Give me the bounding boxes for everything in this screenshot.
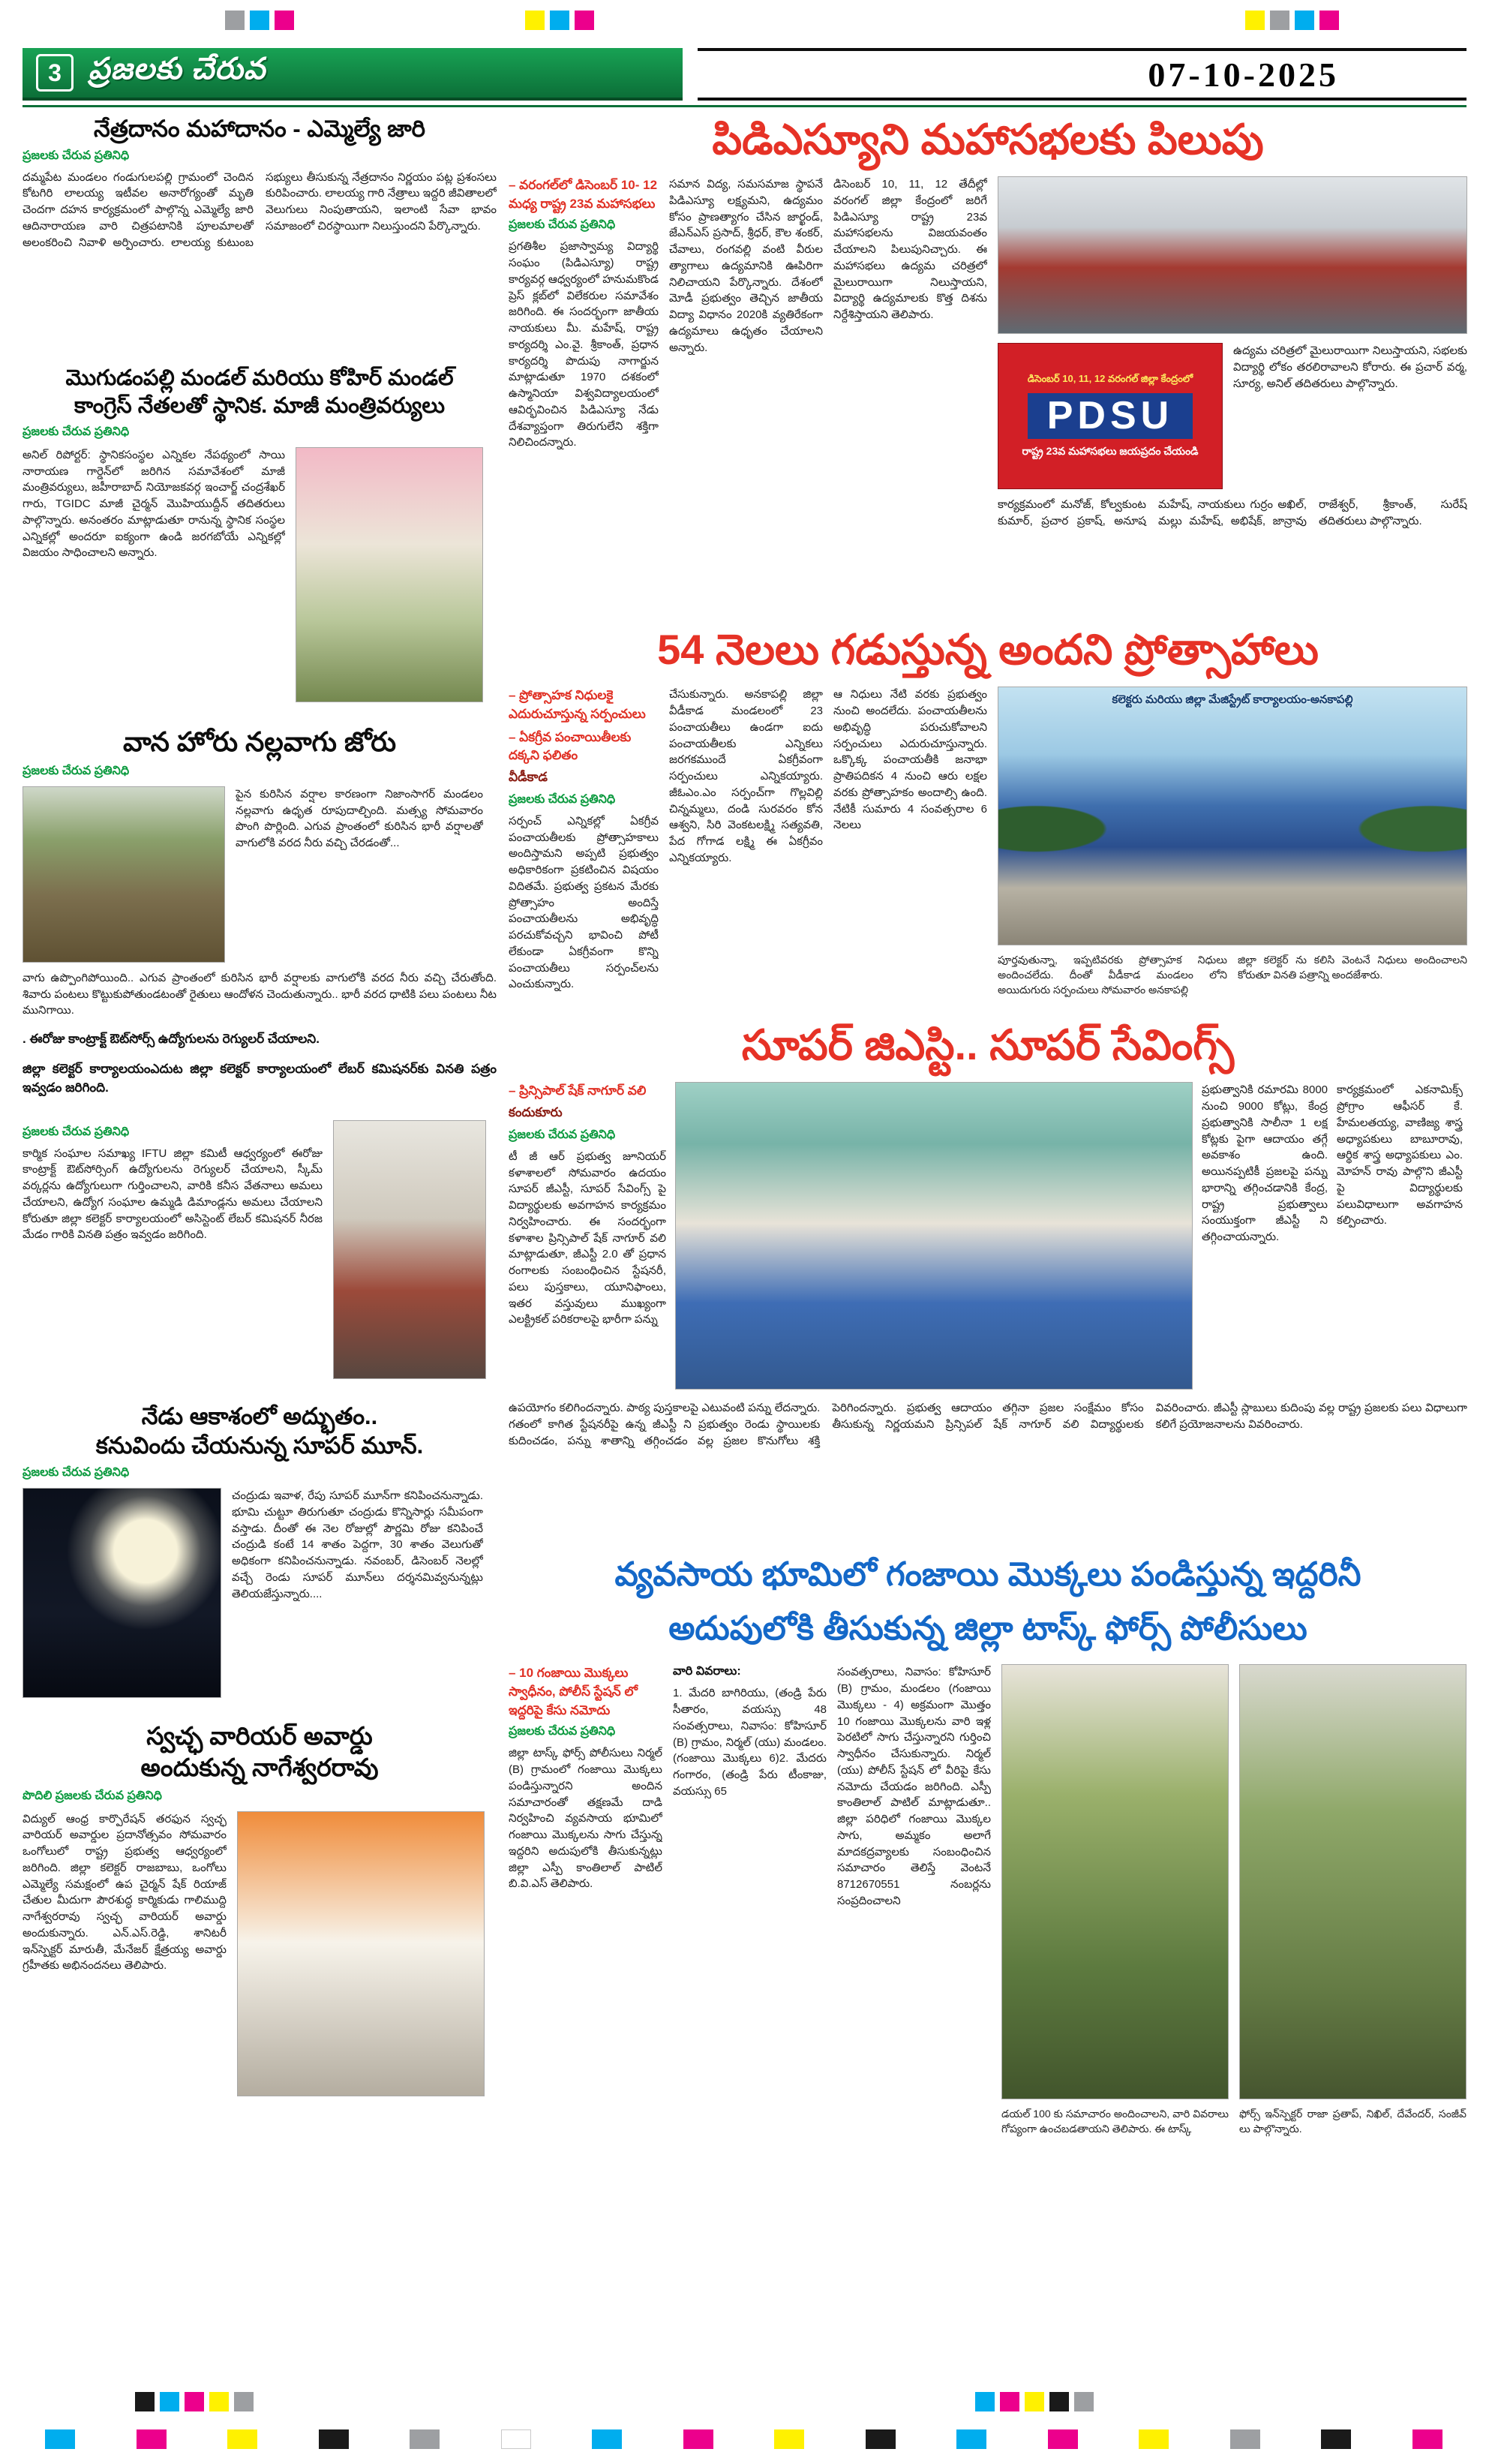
headline-line2: కాంగ్రెస్ నేతలతో స్థానిక. మాజీ మంత్రివర్యులు: [74, 393, 446, 418]
registration-mark: [525, 11, 545, 30]
article-pdsu-mahasabha: [509, 114, 1467, 602]
registration-mark: [1074, 2392, 1094, 2411]
byline: ప్రజలకు చేరువ ప్రతినిధి: [509, 792, 616, 806]
article-body: టీ జీ ఆర్ ప్రభుత్వ జూనియర్ కళాశాలలో సోమవారం ఉదయం సూపర్ జీఎస్టీ, సూపర్ సేవింగ్స్ పై విద్యార్థులకు అవగాహన కార్యక్రమం నిర్వహించారు. ఈ సందర్భంగా కళాశాల ప్రిన్సిపాల్ షేక్ నాగూర్ వలి మాట్లాడుతూ, జీఎస్టీ 2.0 తో ప్రధాన రంగాలకు సంబంధించిన స్టేషనరీ, పలు పుస్తకాలు, యూనిఫాంలు, ఇతర వస్తువులు ముఖ్యంగా ఎలక్ట్రికల్ పరికరాలపై భారీగా పన్ను: [509, 1149, 666, 1327]
pdsu-column-1: [509, 176, 659, 602]
registration-marks-bottom-left: [135, 2392, 259, 2411]
registration-marks-top-left: [225, 11, 299, 30]
registration-mark: [410, 2429, 440, 2449]
right-column: [509, 114, 1467, 2417]
ganja-column-1: [509, 1664, 662, 2136]
headline: సూపర్ జిఎస్టి.. సూపర్ సేవింగ్స్: [741, 1021, 1235, 1069]
headline: నేత్రదానం మహాదానం - ఎమ్మెల్యే జారి: [93, 116, 426, 142]
registration-mark: [501, 2429, 531, 2449]
article-body: సర్పంచ్ ఎన్నికల్లో ఏకగ్రీవ పంచాయతీలకు ప్రోత్సాహకాలు అందిస్తామని అప్పటి ప్రభుత్వం అధికారికంగా ప్రకటించిన విషయం విదితమే. ప్రభుత్వ ప్రకటన మేరకు ప్రోత్సాహం అందిస్తే పంచాయతీలను అభివృద్ధి పరచుకోవచ్చని భావించి పోటీ లేకుండా ఏకగ్రీవంగా కొన్ని పంచాయతీలు సర్పంచ్‌లను ఎంచుకున్నారు.: [509, 814, 659, 991]
article-body: విద్యుల్ ఆంధ్ర కార్పొరేషన్ తరఫున స్వచ్ఛ వారియర్ అవార్డుల ప్రదానోత్సవం సోమవారం ఒంగోలులో రాష్ట్ర ప్రభుత్వ ఆధ్వర్యంలో జరిగింది. జిల్లా కలెక్టర్ రాజబాబు, ఒంగోలు ఎమ్మెల్యే సమక్షంలో ఉప చైర్మన్ షేక్ రియాజ్ చేతుల మీదుగా పౌరశుద్ధ కార్మికుడు గాలిముద్ది నాగేశ్వరరావు స్వచ్ఛ వారియర్ అవార్డు అందుకున్నారు. ఎన్.ఎస్.రెడ్డి, శానిటరీ ఇన్‌స్పెక్టర్ మారుతీ, మేనేజర్ క్షేత్రయ్య అవార్డు గ్రహీతకు అభినందనలు తెలిపారు.: [23, 1812, 227, 1973]
registration-mark: [1412, 2429, 1442, 2449]
headline: పిడిఎస్యూని మహాసభలకు పిలుపు: [712, 116, 1264, 163]
gst-bottom-text: ఉపయోగం కలిగిందన్నారు. పాఠ్య పుస్తకాలపై ఎటువంటి పన్ను లేదన్నారు. గతంలో కాగిత స్టేషనరీపై ఉన్న జీఎస్టీ ని ప్రభుత్వం రెండు స్థాయిలకు కుదించడం, పన్ను శాతాన్ని తగ్గించడం వల్ల ప్రజల కొనుగోలు శక్తి పెరిగిందన్నారు. ప్రభుత్వ ఆదాయం తగ్గినా ప్రజల సంక్షేమం కోసం తీసుకున్న నిర్ణయమని ప్రిన్సిపల్ షేక్ నాగూర్ వలి విద్యార్థులకు వివరించారు. జీఎస్టీ స్లాబులు కుదింపు వల్ల రాష్ట్ర ప్రజలకు పలు విధాలుగా కలిగే ప్రయోజనాలను వివరించారు.: [509, 1402, 1467, 1447]
edition-date: 07-10-2025: [1148, 55, 1339, 94]
headline-line2: అదుపులోకి తీసుకున్న జిల్లా టాస్క్ ఫోర్స్ పోలీసులు: [668, 1610, 1307, 1648]
headline-line1: మొగుడంపల్లి మండల్ మరియు కోహిర్ మండల్: [65, 365, 454, 390]
byline: ప్రజలకు చేరువ ప్రతినిధి: [23, 425, 130, 438]
photo-caption-left: పూర్తవుతున్నా, ఇప్పటివరకు ప్రోత్సాహక నిధులు అందించలేదు. దీంతో వీడీకాడ మండలం లోని అయిదుగురు సర్పంచులు సోమవారం అనకాపల్లి: [998, 954, 1227, 996]
photo-flood-stream: [23, 786, 225, 963]
dateline: కందుకూరు: [509, 1104, 563, 1119]
gst-column-right-2: కార్యక్రమంలో ఎకనామిక్స్ ప్రోగ్రాం ఆఫీసర్ కే. హేమలతయ్య, వాణిజ్య శాస్త్ర అధ్యాపకులు బాబూరావు, ఆర్థిక శాస్త్ర అధ్యాపకులు ఎం. మోహన్ రావు పాల్గొని జీఎస్టీ పై విద్యార్థులకు పలువిధాలుగా అవగాహన కల్పించారు.: [1337, 1083, 1463, 1227]
photo-collectorate-office: [998, 687, 1467, 945]
photo-award-ceremony: [237, 1811, 485, 2096]
article-super-gst: [509, 1020, 1467, 1528]
registration-mark: [185, 2392, 204, 2411]
registration-mark: [592, 2429, 622, 2449]
masthead-date-box: [698, 48, 1466, 101]
registration-mark: [137, 2429, 167, 2449]
headline-line1: నేడు ఆకాశంలో అద్భుతం..: [141, 1402, 378, 1429]
registration-mark: [550, 11, 569, 30]
subhead: – ప్రిన్సిపాల్ షేక్ నాగూర్ వలి: [509, 1083, 647, 1098]
registration-mark: [866, 2429, 896, 2449]
registration-mark: [234, 2392, 254, 2411]
byline: పొదిలి ప్రజలకు చేరువ ప్రతినిధి: [23, 1789, 162, 1802]
article-body: ప్రగతిశీల ప్రజాస్వామ్య విద్యార్థి సంఘం (పిడిఎస్యూ) రాష్ట్ర కార్యవర్గ ఆధ్వర్యంలో హనుమకొండ ప్రెస్ క్లబ్‌లో విలేకరుల సమావేశం జరిగింది. ఈ సందర్భంగా జాతీయ నాయకులు మీ. మహేష్, రాష్ట్ర కార్యదర్శి ఎం.వై. శ్రీకాంత్, ప్రధాన కార్యదర్శి పొదుపు నాగార్జున మాట్లాడుతూ 1970 దశకంలో ఉస్మానియా విశ్వవిద్యాలయంలో ఆవిర్భవించిన పిడిఎస్యూ నేడు దేశవ్యాప్తంగా తిరుగులేని శక్తిగా నిలిచిందన్నారు.: [509, 240, 659, 449]
article-eye-donation: [23, 114, 497, 342]
byline: ప్రజలకు చేరువ ప్రతినిధి: [23, 149, 130, 162]
photo-ganja-field: [1001, 1664, 1229, 2099]
photo-iftu-meeting: [333, 1120, 486, 1379]
registration-mark: [975, 2392, 995, 2411]
subhead-1: – ప్రోత్సాహక నిధులకై ఎదురుచూస్తున్న సర్పంచులు: [509, 688, 646, 722]
byline: ప్రజలకు చేరువ ప్రతినిధి: [509, 218, 616, 232]
registration-mark: [683, 2429, 713, 2449]
registration-mark: [1245, 11, 1265, 30]
subhead-2: – ఏకగ్రీవ పంచాయితీలకు దక్కని ఫలితం: [509, 729, 632, 763]
poster-bottom-line: రాష్ట్ర 23వ మహాసభలు జయప్రదం చేయండి: [1022, 444, 1199, 457]
registration-mark: [250, 11, 269, 30]
registration-marks-top-right: [1245, 11, 1344, 30]
registration-mark: [1025, 2392, 1044, 2411]
registration-mark: [1049, 2392, 1069, 2411]
registration-mark: [1048, 2429, 1078, 2449]
photo-caption-right: ఫోర్స్ ఇన్‌స్పెక్టర్ రాజా ప్రతాప్, నిఖిల్, దేవేందర్, సంజీవ్ లు పాల్గొన్నారు.: [1239, 2108, 1466, 2135]
incentives-column-2: చేసుకున్నారు. అనకాపల్లి జిల్లా వీడీకాడ మండలంలో 23 పంచాయతీలు ఉండగా ఐదు పంచాయతీలకు ఎన్నికలు జరగకముందే ఏకగ్రీవంగా సర్పంచులు ఎన్నికయ్యారు. జీఓఎం.ఎం సర్పంచ్‌గా గొల్లవిల్లి చిన్నమ్మలు, దండి సురవరం కోన ఆశ్వని, సిరి వెంకటలక్ష్మి సత్యవతి, పేద గోగాడ లక్ష్మి ఈ ఏకగ్రీవం ఎన్నికయ్యారు.: [669, 688, 823, 864]
subhead: – 10 గంజాయి మొక్కలు స్వాధీనం, పోలీస్ స్టేషన్ లో ఇద్దరిపై కేసు నమోదు: [509, 1666, 638, 1717]
gst-column-right-1: ప్రభుత్వానికి రమారమి 8000 నుంచి 9000 కోట్లు, కేంద్ర ప్రభుత్వానికి సాలీనా 1 లక్ష కోట్లకు పైగా ఆదాయం తగ్గే అవకాశం ఉంది. అయినప్పటికీ ప్రజలపై పన్ను భారాన్ని తగ్గించడానికి కేంద్ర, రాష్ట్ర ప్రభుత్వాలు సంయుక్తంగా జీఎస్టీ ని తగ్గించాయన్నారు.: [1202, 1083, 1328, 1244]
registration-marks-bottom-right: [975, 2392, 1099, 2411]
registration-mark: [225, 11, 245, 30]
headline-line1: స్వచ్ఛ వారియర్ అవార్డు: [146, 1722, 373, 1750]
registration-mark: [209, 2392, 229, 2411]
gst-column-1: [509, 1082, 666, 1390]
article-congress-leaders: [23, 365, 497, 702]
incentives-column-3: ఆ నిధులు నేటి వరకు ప్రభుత్వం నుంచి అందలేదు. పంచాయతీలను అభివృద్ధి పరుచుకోవాలని సర్పంచులు ఎదురుచూస్తున్నారు. ఒక్కొక్క పంచాయతీకి జనాభా ప్రాతిపదికన 4 నుంచి ఆరు లక్షల వరకు ప్రోత్సాహకం అందాల్సి ఉంది. నేటికీ సుమారు 4 సంవత్సరాల 6 నెలలు: [833, 688, 987, 832]
byline: ప్రజలకు చేరువ ప్రతినిధి: [23, 1466, 130, 1480]
photo-supermoon: [23, 1488, 221, 1698]
headline-line2: అందుకున్న నాగేశ్వరరావు: [140, 1753, 379, 1782]
headline: వాన హోరు నల్లవాగు జోరు: [122, 726, 397, 757]
photo-gst-classroom: [675, 1082, 1193, 1390]
registration-mark: [774, 2429, 804, 2449]
subhead: – వరంగల్‌లో డిసెంబర్ 10- 12 మధ్య రాష్ట్ర 23వ మహాసభలు: [509, 178, 658, 211]
headline: 54 నెలలు గడుస్తున్న అందని ప్రోత్సాహాలు: [657, 626, 1319, 674]
registration-mark: [275, 11, 294, 30]
registration-mark: [227, 2429, 257, 2449]
pdsu-column-3: డిసెంబర్ 10, 11, 12 తేదీల్లో వరంగల్ జిల్లా కేంద్రంలో జరిగే పిడిఎస్యూ రాష్ట్ర 23వ మహాసభలను విజయవంతం చేయాలని పిలుపునిచ్చారు. ఈ మహాసభలు ఉద్యమ చరిత్రలో మైలురాయిగా నిలుస్తాయని, విద్యార్థి ఉద్యమాలకు కొత్త దిశను నిర్దేశిస్తాయని తెలిపారు.: [833, 178, 987, 322]
paper-name: ప్రజలకు చేరువ: [89, 52, 266, 86]
masthead: [23, 48, 1466, 101]
photo-overlay-caption: కలెక్టరు మరియు జిల్లా మేజిస్ట్రేట్ కార్యాలయం-అనకాపల్లి: [1112, 693, 1353, 707]
byline: ప్రజలకు చేరువ ప్రతినిధి: [509, 1725, 616, 1738]
photo-pdsu-press-meet: [998, 176, 1467, 334]
page-number: 3: [36, 54, 74, 92]
registration-marks-top-middle: [525, 11, 599, 30]
photo-police-team: [1239, 1664, 1466, 2099]
demand-line-1: . ఈరోజు కాంట్రాక్ట్ ఔట్‌సోర్స్ ఉద్యోగులను రెగ్యులర్ చేయాలని.: [23, 1032, 320, 1047]
incentives-column-1: [509, 687, 659, 997]
article-pending-incentives: [509, 624, 1467, 997]
article-body: చంద్రుడు ఇవాళ, రేపు సూపర్ మూన్‌గా కనిపించనున్నాడు. భూమి చుట్టూ తిరుగుతూ చంద్రుడు కొన్నిసార్లు సమీపంగా వస్తాడు. దీంతో ఈ నెల రోజుల్లో పౌర్ణమి రోజు కనిపించే చంద్రుడి కంటే 14 శాతం పెద్దగా, 30 శాతం వెలుగుతో అధికంగా కనిపించనున్నాడు. నవంబర్, డిసెంబర్ నెలల్లో వచ్చే రెండు సూపర్ మూన్‌లు దర్శనమివ్వనున్నట్లు తెలియజేస్తున్నారు....: [232, 1489, 483, 1600]
registration-mark: [956, 2429, 986, 2449]
registration-mark: [135, 2392, 155, 2411]
registration-mark: [1270, 11, 1289, 30]
headline-line2: కనువిందు చేయనున్న సూపర్ మూన్.: [95, 1432, 424, 1459]
registration-mark: [160, 2392, 179, 2411]
byline: ప్రజలకు చేరువ ప్రతినిధి: [509, 1128, 616, 1141]
article-swachh-award: [23, 1720, 497, 2096]
poster-title: PDSU: [1028, 393, 1193, 439]
details-label: వారి వివరాలు:: [673, 1665, 741, 1678]
registration-mark: [319, 2429, 349, 2449]
pdsu-column-5: కార్యక్రమంలో మనోజ్, కోల్వకుంట కుమార్, ప్రచార ప్రకాష్, అనూష మహేష్, నాయకులు గుర్రం అఖిల్, మల్లు మహేష్, అభిషేక్, జాన్రావు రాజేశ్వర్, శ్రీకాంత్, సురేష్ తదితరులు పాల్గొన్నారు.: [998, 498, 1467, 527]
article-body-side: పైన కురిసిన వర్షాల కారణంగా నిజాంసాగర్ మండలం నల్లవాగు ఉధృత రూపుదాల్చింది. మత్స్య సోమవారం పొంగి పొర్లింది. ఎగువ ప్రాంతంలో కురిసిన భారీ వర్షాలతో వాగులోకి వరద నీరు వచ్చి చేరడంతో...: [236, 787, 483, 850]
ganja-photo-area: [1001, 1664, 1467, 2136]
article-ganja-seizure: [509, 1550, 1467, 2136]
ganja-column-3: సంవత్సరాలు, నివాసం: కోహిసూర్ (B) గ్రామం, మండలం (గంజాయి మొక్కలు - 4) అక్రమంగా మొత్తం 10 గంజాయి మొక్కలను వారి ఇళ్ల పెరటిలో సాగు చేస్తున్నారని గుర్తించి స్వాధీనం చేసుకున్నారు. నిర్మల్ (యు) పోలీస్ స్టేషన్ లో వీరిపై కేసు నమోదు చేయడం జరిగింది. ఎస్పీ కాంతిలాల్ పాటిల్ మాట్లాడుతూ.. జిల్లా పరిధిలో గంజాయి మొక్కల సాగు, అమ్మకం అలాగే మాదకద్రవ్యాలకు సంబంధించిన సమాచారం తెలిస్తే వెంటనే 8712670551 నంబర్లను సంప్రదించాలని: [837, 1666, 991, 1907]
article-body: అనిల్ రిపోర్టర్: స్థానికసంస్థల ఎన్నికల నేపథ్యంలో సాయి నారాయణ గార్డెన్‌లో జరిగిన సమావేశంలో మాజీ మంత్రివర్యులు, జహీరాబాద్ నియోజకవర్గ ఇంచార్జ్ చంద్రశేఖర్ గారు, TGIDC మాజీ చైర్మన్ మొహియుద్దీన్ తదితరులు పాల్గొన్నారు. అనంతరం మాట్లాడుతూ రానున్న స్థానిక సంస్థల ఎన్నికల్లో అందరూ ఐక్యంగా ఉండి జరగబోయే ఎన్నికల్లో విజయం సాధించాలని అన్నారు.: [23, 448, 285, 560]
article-body: కార్మిక సంఘాల సమాఖ్య IFTU జిల్లా కమిటీ ఆధ్వర్యంలో ఈరోజు కాంట్రాక్ట్ ఔట్‌సోర్సింగ్ ఉద్యోగులను రెగ్యులర్ చేయాలని, స్కీమ్ వర్కర్లను ఉద్యోగులుగా గుర్తించాలని, వారికి కనీస వేతనాలు అమలు చేయాలని, ఉద్యోగ సంఘాల ఉమ్మడి డిమాండ్లను అమలు చేయాలని కోరుతూ జిల్లా కలెక్టర్ కార్యాలయంలో అసిస్టెంట్ లేబర్ కమిషనర్ నీరజ మేడం గారికి వినతి పత్రం ఇవ్వడం జరిగింది.: [23, 1146, 323, 1242]
incentives-photo-area: [998, 687, 1467, 997]
masthead-banner: [23, 48, 683, 101]
demand-line-2: జిల్లా కలెక్టర్ కార్యాలయంఎదుట జిల్లా కలెక్టర్ కార్యాలయంలో లేబర్ కమిషనర్‌కు వినతి పత్రం ఇవ్వడం జరిగింది.: [23, 1061, 497, 1095]
article-body: దమ్మపేట మండలం గండుగులపల్లి గ్రామంలో చెందిన కోటగిరి లాలయ్య ఇటీవల అనారోగ్యంతో మృతి చెందగా దహన కార్యక్రమంలో పాల్గొన్న ఎమ్మెల్యే జారి ఆదినారాయణ వారి చిత్రపటానికి పూలమాలతో అలంకరించి నివాళి అర్పించారు. లాలయ్య కుటుంబ సభ్యులు తీసుకున్న నేత్రదానం నిర్ణయం పట్ల ప్రశంసలు కురిపించారు. లాలయ్య గారి నేత్రాలు ఇద్దరి జీవితాలలో వెలుగులు నింపుతాయని, ఇలాంటి సేవా భావం సమాజంలో చిరస్థాయిగా నిలుస్తుందని పేర్కొన్నారు.: [23, 170, 497, 249]
article-flood: [23, 725, 497, 1098]
registration-mark: [1139, 2429, 1169, 2449]
pdsu-column-2: సమాన విద్య, సమసమాజ స్థాపనే పిడిఎస్యూ లక్ష్యమని, ఉద్యమం కోసం ప్రాణత్యాగం చేసిన జార్ఖండ్, జేఎన్‌ఎస్ ప్రసాద్, శ్రీధర్, కౌల శంకర్, చేవాలు, రంగవల్లి వంటి వీరుల త్యాగాలు ఉద్యమానికి ఊపిరిగా నిలిచాయని పేర్కొన్నారు. దేశంలో మోడీ ప్రభుత్వం తెచ్చిన జాతీయ విద్యా విధానం 2020కి వ్యతిరేకంగా ఉద్యమాలు ఉధృతం చేయాలని అన్నారు.: [669, 178, 823, 354]
registration-mark: [1295, 11, 1314, 30]
headline-line1: వ్యవసాయ భూమిలో గంజాయి మొక్కలు పండిస్తున్న ఇద్దరినీ: [614, 1556, 1361, 1594]
pdsu-column-4: ఉద్యమ చరిత్రలో మైలురాయిగా నిలుస్తాయని, సభలకు విద్యార్థి లోకం తరలిరావాలని కోరారు. ఈ ప్రచార్ వర్మ, సూర్య, అనిల్ తదితరులు పాల్గొన్నారు.: [1233, 344, 1467, 390]
article-body-below: వాగు ఉప్పొంగిపోయింది.. ఎగువ ప్రాంతంలో కురిసిన భారీ వర్షాలకు వాగులోకి వరద నీరు వచ్చి చేరుతోంది. శివారు పంటలు కొట్టుకుపోతుండటంతో రైతులు ఆందోళన చెందుతున్నారు.. భారీ వరద ధాటికి పలు పంటలు నీట మునిగాయి.: [23, 971, 497, 1017]
article-supermoon: [23, 1402, 497, 1698]
registration-mark: [1321, 2429, 1351, 2449]
photo-caption-left: డయల్ 100 కు సమాచారం అందించాలని, వారి వివరాలు గోప్యంగా ఉంచబడతాయని తెలిపారు. ఈ టాస్క్: [1001, 2108, 1229, 2135]
registration-mark: [45, 2429, 75, 2449]
photo-caption-right: జిల్లా కలెక్టర్ ను కలిసి వెంటనే నిధులు అందించాలని కోరుతూ వినతి పత్రాన్ని అందజేశారు.: [1238, 954, 1467, 981]
pdsu-poster-graphic: [998, 343, 1223, 489]
byline: ప్రజలకు చేరువ ప్రతినిధి: [23, 1125, 130, 1138]
left-column: [23, 114, 497, 2402]
pdsu-photo-area: [998, 176, 1467, 602]
registration-bar-bottom: [45, 2429, 1448, 2449]
article-body: జిల్లా టాస్క్ ఫోర్స్ పోలీసులు నిర్మల్ (B) గ్రామంలో గంజాయి మొక్కలు పండిస్తున్నారని అందిన సమాచారంతో తక్షణమే దాడి నిర్వహించి వ్యవసాయ భూమిలో గంజాయి మొక్కలను సాగు చేస్తున్న ఇద్దరిని అదుపులోకి తీసుకున్నట్లు జిల్లా ఎస్పీ కాంతిలాల్ పాటిల్ బి.వి.ఎస్ తెలిపారు.: [509, 1747, 662, 1891]
registration-mark: [575, 11, 594, 30]
poster-dates: డిసెంబర్ 10, 11, 12 వరంగల్ జిల్లా కేంద్రంలో: [1027, 372, 1193, 384]
registration-mark: [1000, 2392, 1019, 2411]
ganja-column-2: [673, 1664, 827, 2136]
dateline: వీడీకాడ: [509, 769, 548, 784]
registration-mark: [1230, 2429, 1260, 2449]
accused-details: 1. మేదరి బాగిరియు, (తండ్రి పేరు సీతారం, వయస్సు 48 సంవత్సరాలు, నివాసం: కోహిసూర్ (B) గ్రామం, నిర్మల్ (యు) మండలం. (గంజాయి మొక్కలు 6)2. మేదరు గంగారం, (తండ్రి పేరు టీంకాజు, వయస్సు 65: [673, 1687, 827, 1798]
registration-mark: [1319, 11, 1339, 30]
photo-congress-event: [296, 447, 483, 702]
byline: ప్రజలకు చేరువ ప్రతినిధి: [23, 764, 130, 777]
masthead-divider: [23, 105, 1466, 107]
article-iftu-memorandum: [23, 1120, 497, 1379]
